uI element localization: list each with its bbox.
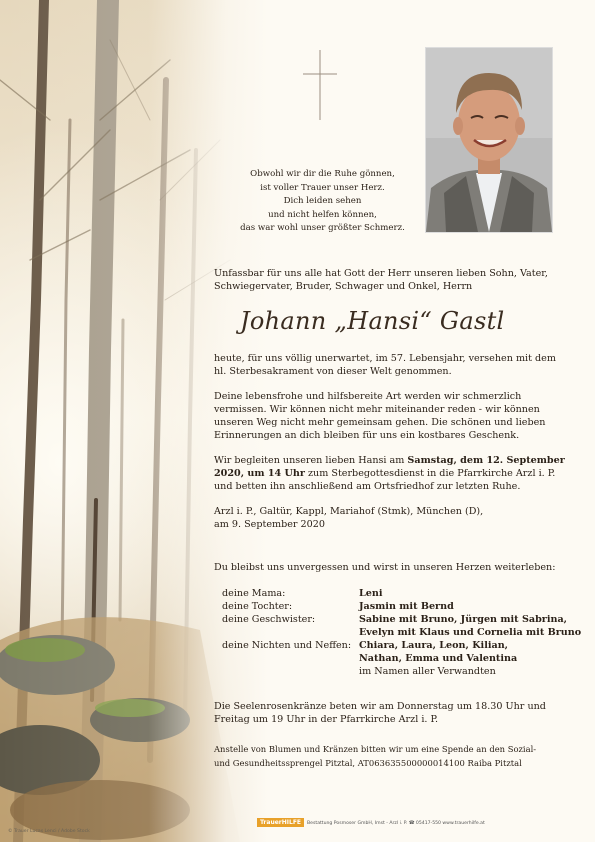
portrait-image — [426, 48, 552, 232]
funeral-time: 2020, um 14 Uhr — [214, 468, 305, 479]
poem-line: Dich leiden sehen — [283, 196, 362, 207]
deceased-name: Johann „Hansi“ Gastl — [240, 307, 505, 335]
relative-role: deine Tochter: — [222, 601, 293, 612]
intro-paragraph — [214, 267, 574, 293]
donation-paragraph — [214, 742, 574, 770]
poem-line: das war wohl unser größter Schmerz. — [240, 223, 405, 234]
relative-names: Sabine mit Bruno, Jürgen mit Sabrina, — [359, 614, 568, 625]
poem-line: Obwohl wir dir die Ruhe gönnen, — [250, 169, 395, 179]
place-line: Arzl i. P., Galtür, Kappl, Mariahof (Stmk), München (D), — [214, 506, 484, 517]
donation-line: Anstelle von Blumen und Kränzen bitten wir um eine Spende an den Sozial- — [214, 744, 537, 754]
funeral-paragraph — [214, 454, 574, 493]
funeral-text: Wir begleiten unseren lieben Hansi am — [214, 455, 408, 466]
cross-icon — [303, 50, 337, 120]
poem-line: ist voller Trauer unser Herz. — [260, 182, 385, 193]
intro-line: Schwiegervater, Bruder, Schwager und Onkel, Herrn — [214, 281, 473, 292]
memories-line: unseren Weg nicht mehr gemeinsam gehen. Die schönen und lieben — [214, 417, 546, 428]
portrait-photo — [425, 47, 553, 233]
relative-names: Chiara, Laura, Leon, Kilian, — [359, 640, 509, 651]
donation-line: und Gesundheitssprengel Pitztal, AT063635500000014100 Raiba Pitztal — [214, 758, 522, 768]
trauerhilfe-logo: TrauerHILFE — [257, 818, 304, 827]
relative-names: Nathan, Emma und Valentina — [359, 653, 518, 664]
memories-paragraph — [214, 390, 574, 442]
rosary-line: Die Seelenrosenkränze beten wir am Donnerstag um 18.30 Uhr und — [214, 701, 546, 712]
memories-line: vermissen. Wir können nicht mehr miteinander reden - wir können — [214, 404, 540, 415]
rosary-paragraph — [214, 700, 574, 726]
death-paragraph — [214, 352, 574, 378]
image-credit: © Trauer Lucas Lenci / Adobe Stock — [8, 829, 90, 834]
relative-names: Evelyn mit Klaus und Cornelia mit Bruno — [359, 627, 582, 638]
relative-role: deine Nichten und Neffen: — [222, 640, 352, 651]
relatives-footer: im Namen aller Verwandten — [359, 666, 496, 677]
relative-names: Leni — [359, 588, 383, 599]
intro-line: Unfassbar für uns alle hat Gott der Herr unseren lieben Sohn, Vater, — [214, 268, 548, 279]
rosary-line: Freitag um 19 Uhr in der Pfarrkirche Arzl i. P. — [214, 714, 439, 725]
footer-text: Bestattung Posmoser GmbH, Imst - Arzl i. P. ☎ 05417-550 www.trauerhilfe.at — [307, 821, 485, 826]
date-line: am 9. September 2020 — [214, 519, 325, 530]
poem-line: und nicht helfen können, — [268, 209, 377, 220]
farewell-line: Du bleibst uns unvergessen und wirst in unseren Herzen weiterleben: — [214, 562, 556, 573]
memories-line: Deine lebensfrohe und hilfsbereite Art werden wir schmerzlich — [214, 391, 522, 402]
memories-line: Erinnerungen an dich bleiben für uns ein kostbares Geschenk. — [214, 430, 520, 441]
place-date — [214, 505, 574, 531]
funeral-text: zum Sterbegottesdienst in die Pfarrkirche Arzl i. P. — [304, 468, 556, 479]
footer-bar — [257, 818, 485, 827]
relative-names: Jasmin mit Bernd — [359, 601, 454, 612]
death-line: hl. Sterbesakrament von dieser Welt genommen. — [214, 366, 452, 377]
funeral-date: Samstag, dem 12. September — [407, 455, 565, 466]
memorial-poem — [240, 168, 405, 236]
relative-role: deine Mama: — [222, 588, 286, 599]
death-line: heute, für uns völlig unerwartet, im 57. Lebensjahr, versehen mit dem — [214, 353, 556, 364]
relative-role: deine Geschwister: — [222, 614, 316, 625]
funeral-text: und betten ihn anschließend am Ortsfriedhof zur letzten Ruhe. — [214, 481, 521, 492]
